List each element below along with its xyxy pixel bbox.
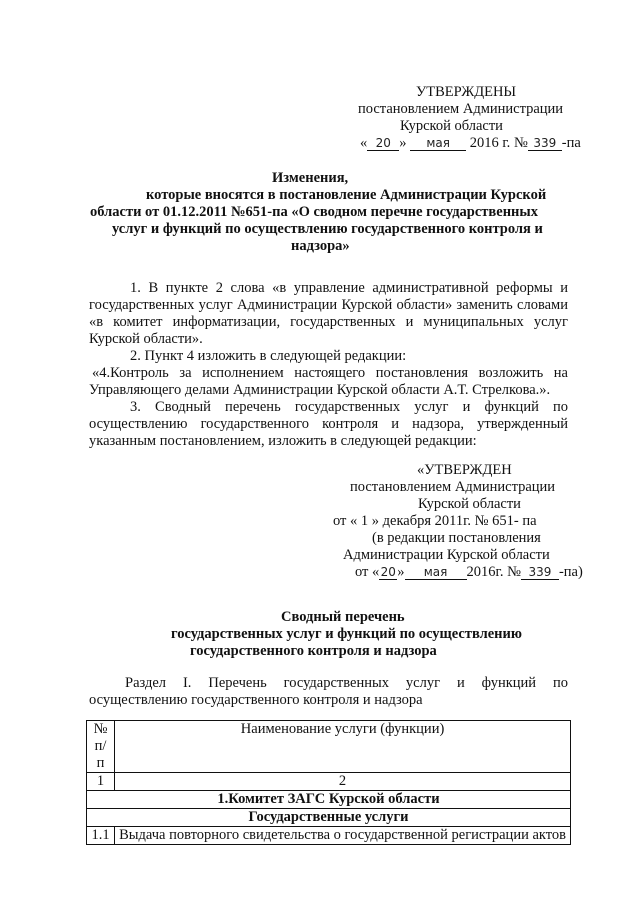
heading-line3: области от 01.12.2011 №651-па «О сводном перечне государственных <box>90 204 538 220</box>
approval-suffix: -па <box>561 135 581 151</box>
services-table <box>86 720 571 845</box>
approval-open-quote: « <box>360 135 368 151</box>
approved-month: мая <box>423 565 448 579</box>
approval-num-sign: № <box>513 135 528 151</box>
row-num: 1.1 <box>87 827 115 845</box>
row-name: Выдача повторного свидетельства о государственной регистрации актов <box>115 827 571 845</box>
para2-line2: «4.Контроль за исполнением настоящего постановления возложить на <box>92 365 568 381</box>
table-subgroup-row <box>87 809 571 827</box>
approved-year: 2016г. № <box>466 564 521 580</box>
header-num-cell: № п/п <box>87 721 115 773</box>
list-title-line3: государственного контроля и надзора <box>190 643 437 659</box>
table-header-row <box>87 721 571 773</box>
approval-line1: постановлением Администрации <box>358 101 564 117</box>
para2-line3: Управляющего делами Администрации Курской области А.Т. Стрелкова.». <box>89 382 551 398</box>
para3-line1: 3. Сводный перечень государственных услуг и функций по <box>130 399 568 415</box>
approval-month: мая <box>426 136 450 150</box>
para1-line1: 1. В пункте 2 слова «в управление административной реформы и <box>130 280 568 296</box>
approval-year: 2016 г. <box>469 135 511 151</box>
approved-quote: » <box>397 564 405 580</box>
approved-from: от « <box>355 564 380 580</box>
para3-line3: указанным постановлением, изложить в следующей редакции: <box>89 433 477 449</box>
approval-day: 20 <box>375 136 391 150</box>
section-line1: Раздел I. Перечень государственных услуг и функций по <box>125 675 568 691</box>
list-title-line2: государственных услуг и функций по осуществлению <box>171 626 522 642</box>
group-committee: 1.Комитет ЗАГС Курской области <box>87 791 571 809</box>
para1-line4: Курской области». <box>89 331 203 347</box>
approved-line1: «УТВЕРЖДЕН <box>417 462 512 478</box>
para2-line1: 2. Пункт 4 изложить в следующей редакции: <box>130 348 407 364</box>
approved-line7 <box>355 564 583 581</box>
approved-line2: постановлением Администрации <box>350 479 556 495</box>
para1-line3: «в комитет информатизации, государственных и муниципальных услуг <box>89 314 568 330</box>
colnum-2: 2 <box>115 773 571 791</box>
approval-close-quote: » <box>399 135 407 151</box>
approved-number: 339 <box>528 565 552 579</box>
heading-line2: которые вносятся в постановление Администрации Курской <box>146 187 547 203</box>
approved-line6: Администрации Курской области <box>343 547 550 563</box>
colnum-1: 1 <box>87 773 115 791</box>
list-title-line1: Сводный перечень <box>281 609 405 625</box>
table-row <box>87 827 571 845</box>
approved-line5: (в редакции постановления <box>372 530 541 546</box>
approval-number: 339 <box>533 136 557 150</box>
approved-line4: от « 1 » декабря 2011г. № 651- па <box>333 513 537 529</box>
approved-suffix: -па) <box>558 564 583 580</box>
subgroup-services: Государственные услуги <box>87 809 571 827</box>
para1-line2: государственных услуг Администрации Курской области» заменить словами <box>89 297 568 313</box>
heading-line1: Изменения, <box>272 170 349 186</box>
approved-line3: Курской области <box>418 496 521 512</box>
section-line2: осуществлению государственного контроля и надзора <box>89 692 423 708</box>
header-name-cell: Наименование услуги (функции) <box>115 721 571 773</box>
table-group-row <box>87 791 571 809</box>
table-colnum-row <box>87 773 571 791</box>
heading-line4: услуг и функций по осуществлению государственного контроля и <box>112 221 543 237</box>
approval-date-line <box>360 135 581 152</box>
approval-title: УТВЕРЖДЕНЫ <box>416 84 517 100</box>
para3-line2: осуществлению государственного контроля и надзора, утвержденный <box>89 416 568 432</box>
heading-line5: надзора» <box>291 238 350 254</box>
approved-day: 20 <box>380 565 396 579</box>
approval-line2: Курской области <box>400 118 503 134</box>
